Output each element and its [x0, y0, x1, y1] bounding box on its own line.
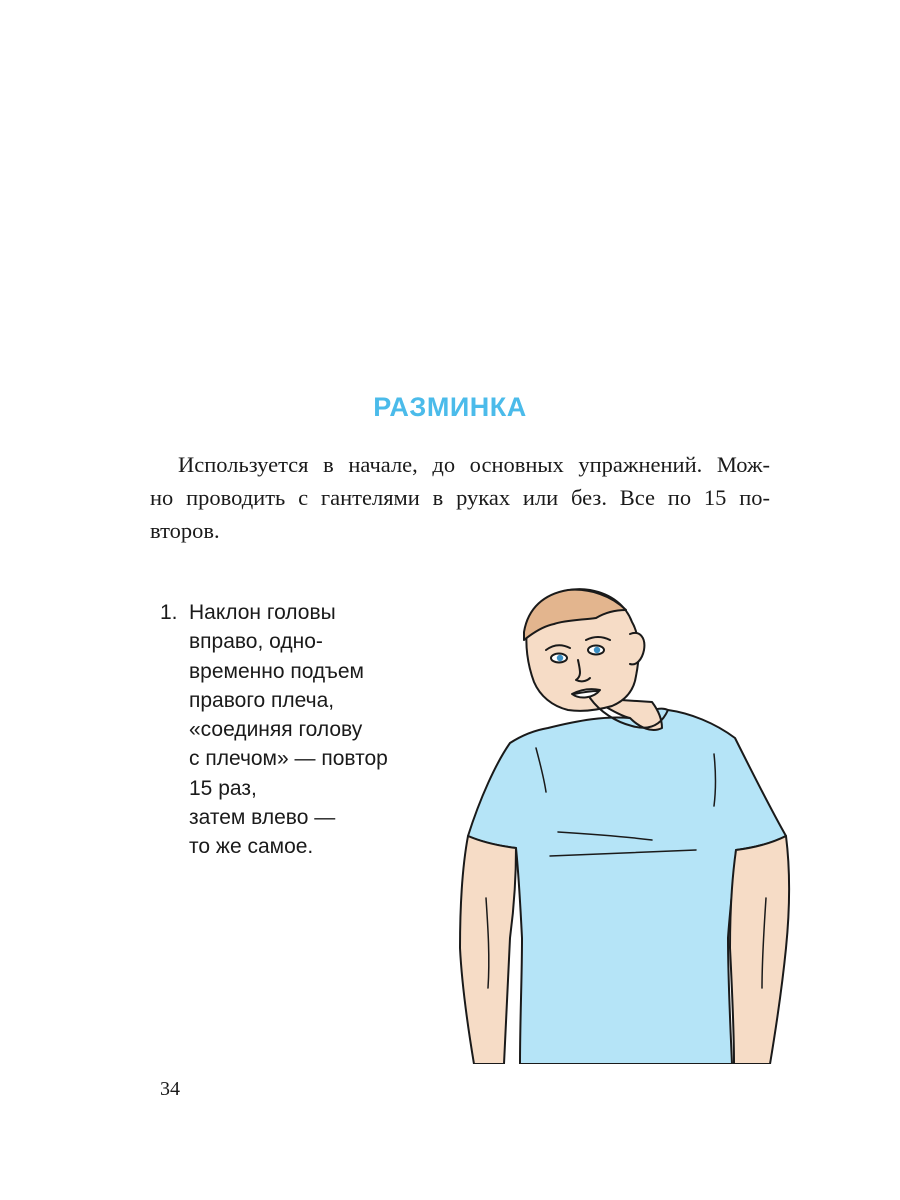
- exercise-number: 1.: [160, 601, 178, 624]
- exercise-line: затем влево —: [189, 806, 336, 830]
- ear: [630, 633, 644, 664]
- page-number: 34: [160, 1078, 180, 1100]
- right-iris: [594, 647, 600, 653]
- exercise-line: то же самое.: [189, 835, 314, 859]
- intro-paragraph: [150, 448, 770, 547]
- exercise-line: правого плеча,: [189, 688, 335, 712]
- right-arm: [730, 836, 789, 1064]
- exercise-line: 15 раз,: [189, 776, 257, 800]
- section-title: РАЗМИНКА: [373, 392, 527, 422]
- intro-line: Используется в начале, до основных упражнений. Мож-: [178, 452, 770, 477]
- exercise-line: Наклон головы: [189, 601, 336, 624]
- left-iris: [557, 655, 563, 661]
- exercise-line: «соединяя голову: [189, 718, 363, 742]
- exercise-line: временно подъем: [189, 659, 364, 683]
- exercise-description: [189, 598, 429, 862]
- intro-line: но проводить с гантелями в руках или без. Все по 15 по-: [150, 485, 770, 510]
- exercise-illustration: [440, 578, 800, 1064]
- intro-line: второв.: [150, 518, 220, 543]
- exercise-line: с плечом» — повтор: [189, 747, 388, 771]
- exercise-line: вправо, одно-: [189, 630, 323, 654]
